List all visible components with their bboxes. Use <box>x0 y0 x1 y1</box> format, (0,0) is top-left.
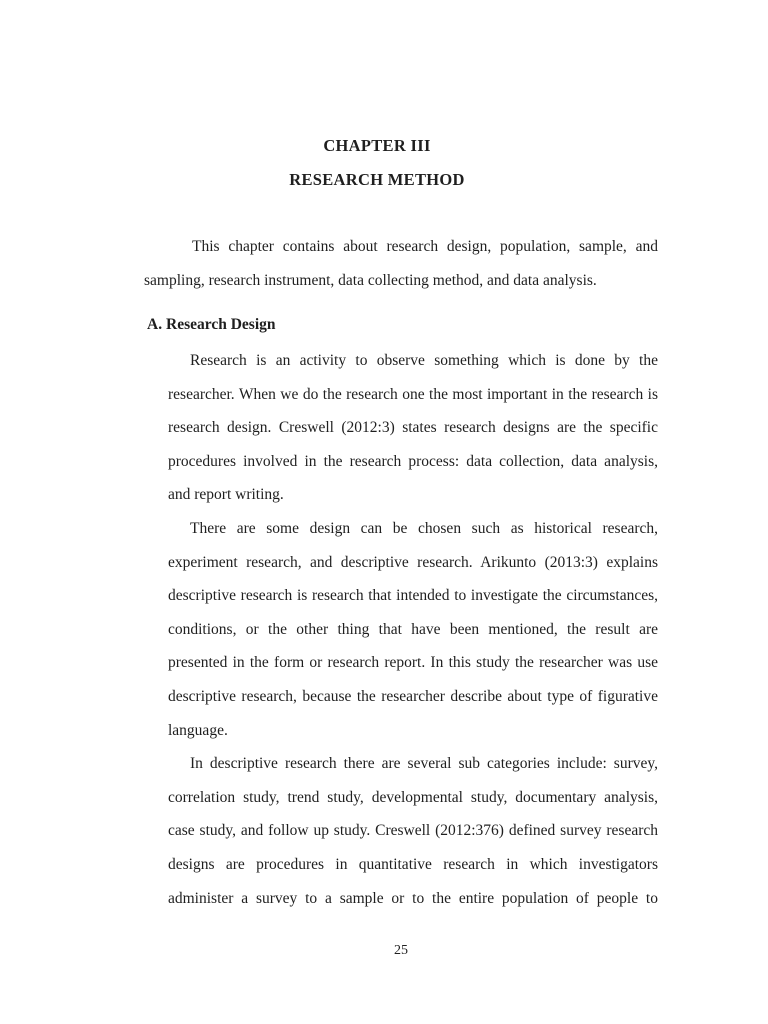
text-line: and report writing. <box>168 486 284 504</box>
text-line: administer a survey to a sample or to the entire population of people to <box>168 889 658 907</box>
text-line: language. <box>168 721 228 739</box>
section-label: A. <box>147 316 163 333</box>
text-line: Research is an activity to observe something which is done by the <box>190 352 658 369</box>
section-title: Research Design <box>166 316 276 333</box>
text-line: sampling, research instrument, data collecting method, and data analysis. <box>144 271 597 289</box>
text-line: researcher. When we do the research one the most important in the research is <box>168 385 658 403</box>
text-line: In descriptive research there are several sub categories include: survey, <box>190 755 658 773</box>
chapter-title: RESEARCH METHOD <box>289 170 465 189</box>
chapter-heading: CHAPTER III <box>323 136 431 155</box>
text-line: procedures involved in the research process: data collection, data analysis, <box>168 452 658 470</box>
text-line: descriptive research is research that intended to investigate the circumstances, <box>168 587 658 605</box>
text-line: research design. Creswell (2012:3) states research designs are the specific <box>168 419 658 437</box>
page-number: 25 <box>394 943 408 958</box>
intro-paragraph <box>144 230 658 297</box>
text-line: correlation study, trend study, developmental study, documentary analysis, <box>168 788 658 806</box>
text-line: descriptive research, because the researcher describe about type of figurative <box>168 687 658 705</box>
text-line: presented in the form or research report. In this study the researcher was use <box>168 654 658 672</box>
section-body <box>168 344 658 915</box>
text-line: designs are procedures in quantitative research in which investigators <box>168 855 658 873</box>
text-line: This chapter contains about research design, population, sample, and <box>192 238 658 255</box>
section-heading <box>147 314 276 336</box>
text-line: experiment research, and descriptive research. Arikunto (2013:3) explains <box>168 553 658 571</box>
text-line: case study, and follow up study. Creswell (2012:376) defined survey research <box>168 822 658 840</box>
text-line: conditions, or the other thing that have been mentioned, the result are <box>168 620 658 638</box>
text-line: There are some design can be chosen such as historical research, <box>190 519 658 537</box>
